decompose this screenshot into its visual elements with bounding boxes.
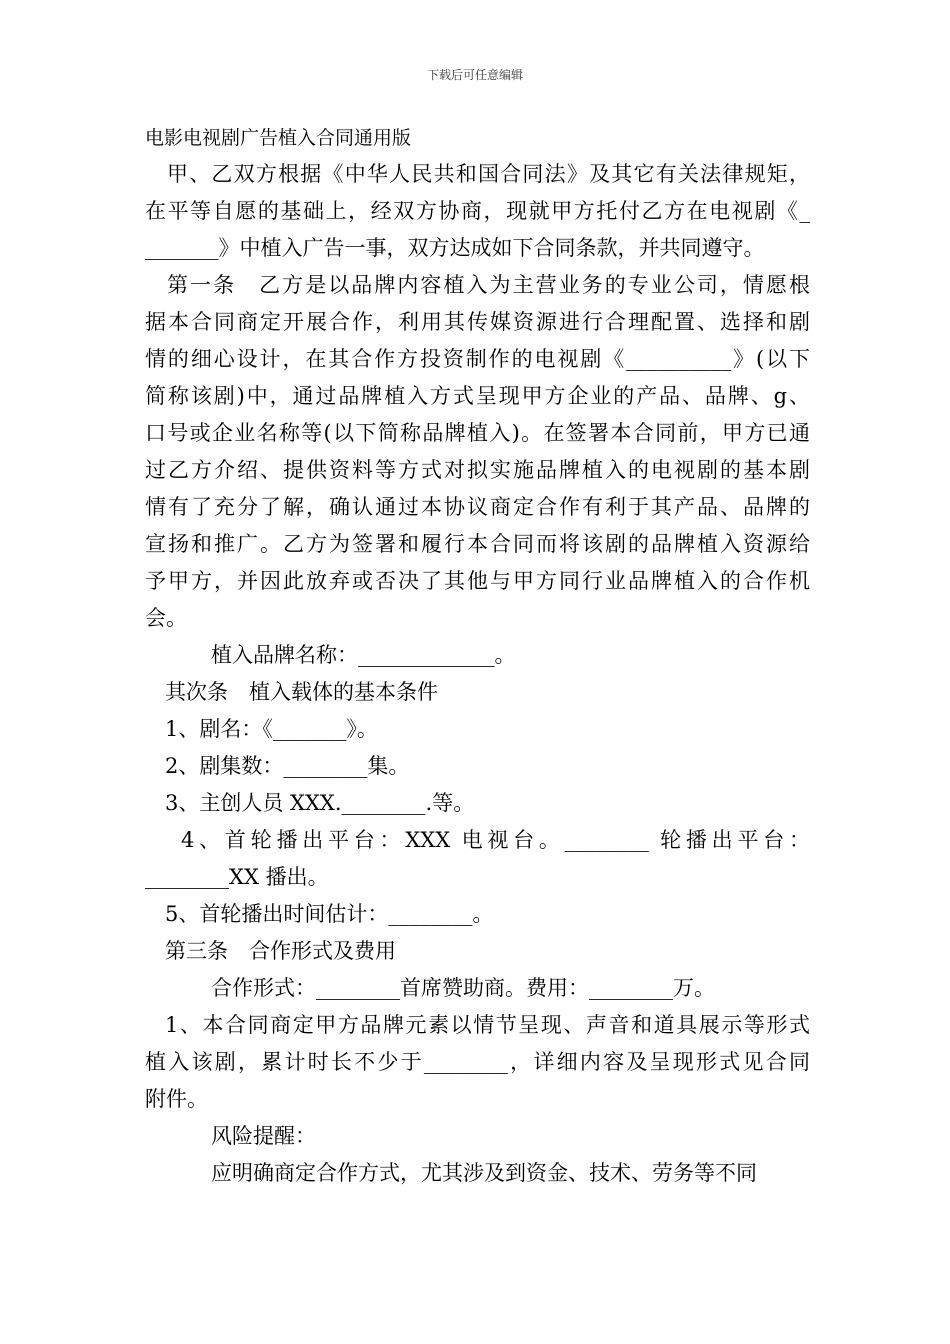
- list-item: 2、剧集数：________集。: [165, 754, 410, 778]
- list-item: 5、首轮播出时间估计：________。: [165, 902, 494, 926]
- risk-reminder-heading: 风险提醒：: [211, 1124, 316, 1148]
- clause-2-heading: 其次条 植入载体的基本条件: [165, 680, 438, 704]
- paragraph-line: _______》中植入广告一事，双方达成如下合同条款，并共同遵守。: [145, 236, 765, 260]
- page-header: 下载后可任意编辑: [426, 68, 523, 82]
- paragraph-line: 会。: [145, 606, 187, 630]
- paragraph-line: 甲、乙双方根据《中华人民共和国合同法》及其它有关法律规矩，: [167, 162, 810, 186]
- paragraph-line: ________XX 播出。: [145, 865, 329, 889]
- cooperation-form-line: 合作形式：________首席赞助商。费用：________万。: [211, 976, 715, 1000]
- paragraph-line: 情的细心设计，在其合作方投资制作的电视剧《__________》(以下: [145, 347, 810, 371]
- paragraph-line: 附件。: [145, 1087, 208, 1111]
- document-title: 电影电视剧广告植入合同通用版: [145, 127, 412, 149]
- paragraph-line: 据本合同商定开展合作，利用其传媒资源进行合理配置、选择和剧: [145, 310, 810, 334]
- paragraph-line: 应明确商定合作方式，尤其涉及到资金、技术、劳务等不同: [211, 1161, 757, 1185]
- list-item: 4、首轮播出平台：XXX 电视台。________ 轮播出平台：: [181, 828, 810, 852]
- list-item: 1、剧名：《_______》。: [165, 717, 378, 741]
- paragraph-line: 过乙方介绍、提供资料等方式对拟实施品牌植入的电视剧的基本剧: [145, 458, 810, 482]
- paragraph-line: 宣扬和推广。乙方为签署和履行本合同而将该剧的品牌植入资源给: [145, 532, 810, 556]
- brand-name-field: 植入品牌名称：_____________。: [211, 643, 516, 667]
- paragraph-line: 植入该剧，累计时长不少于________，详细内容及呈现形式见合同: [145, 1050, 810, 1074]
- paragraph-line: 简称该剧)中，通过品牌植入方式呈现甲方企业的产品、品牌、g、: [145, 384, 810, 408]
- document-body: [145, 120, 810, 1192]
- paragraph-line: 口号或企业名称等(以下简称品牌植入)。在签署本合同前，甲方已通: [145, 421, 810, 445]
- paragraph-line: 情有了充分了解，确认通过本协议商定合作有利于其产品、品牌的: [145, 495, 810, 519]
- paragraph-line: 在平等自愿的基础上，经双方协商，现就甲方托付乙方在电视剧《_: [145, 199, 810, 223]
- paragraph-line: 予甲方，并因此放弃或否决了其他与甲方同行业品牌植入的合作机: [145, 569, 810, 593]
- clause-1-line: 第一条 乙方是以品牌内容植入为主营业务的专业公司，情愿根: [167, 273, 810, 297]
- list-item: 3、主创人员 XXX.________.等。: [165, 791, 475, 815]
- list-item: 1、本合同商定甲方品牌元素以情节呈现、声音和道具展示等形式: [165, 1013, 810, 1037]
- clause-3-heading: 第三条 合作形式及费用: [165, 939, 396, 963]
